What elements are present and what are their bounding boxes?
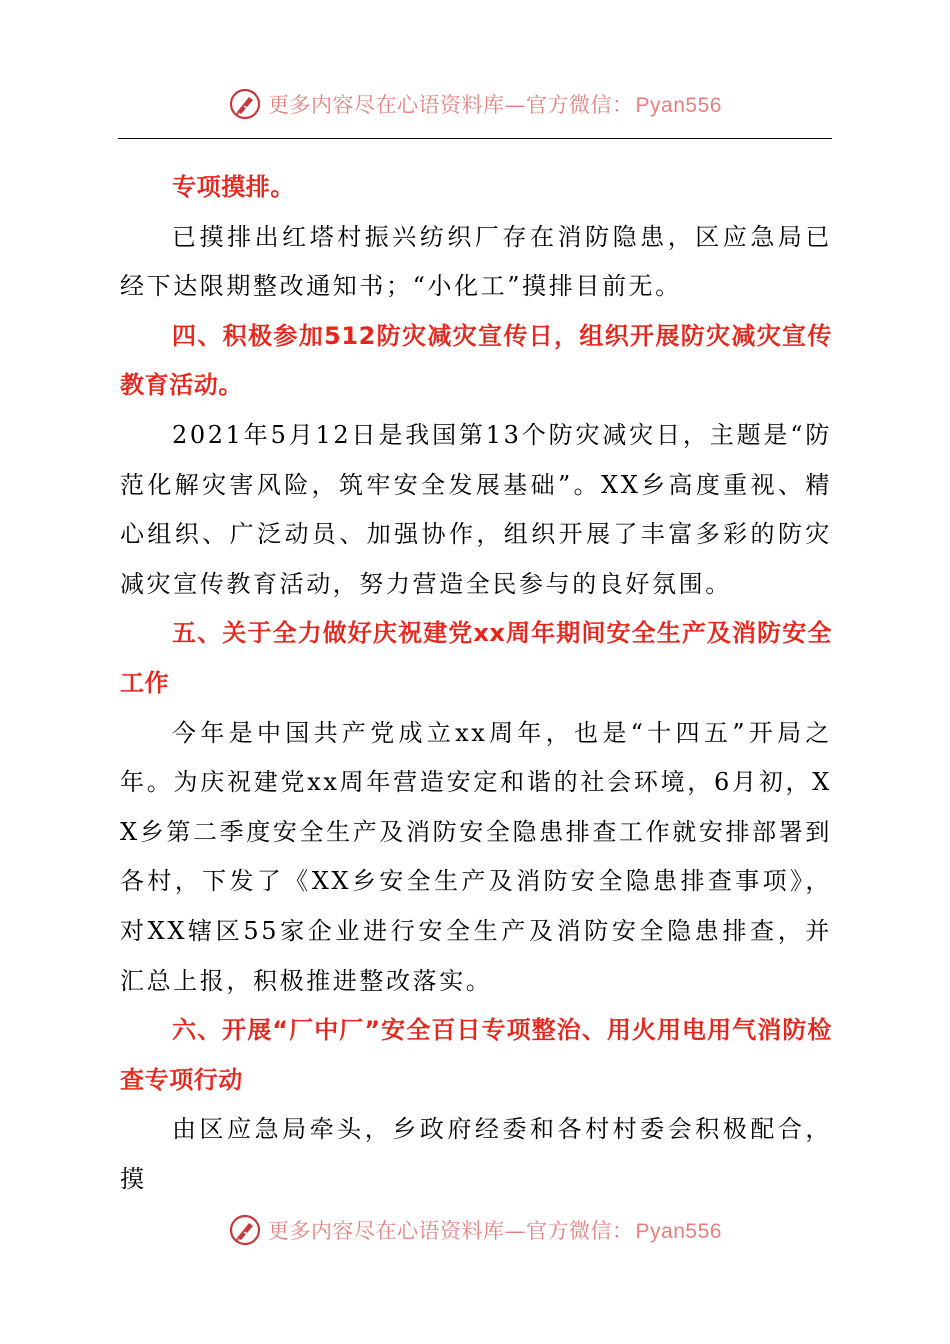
document-body: [120, 163, 832, 1204]
footer-banner-text: 更多内容尽在心语资料库—官方微信：Pyan556: [268, 1219, 722, 1243]
section-heading-6: 六、开展“厂中厂”安全百日专项整治、用火用电用气消防检查专项行动: [120, 1016, 832, 1094]
body-paragraph: 已摸排出红塔村振兴纺织厂存在消防隐患，区应急局已经下达限期整改通知书；“小化工”摸排目前无。: [120, 222, 832, 301]
footer-banner: [0, 1208, 950, 1252]
pen-nib-logo-icon: [228, 87, 262, 121]
section-heading-5: 五、关于全力做好庆祝建党xx周年期间安全生产及消防安全工作: [120, 619, 832, 697]
header-banner: [0, 82, 950, 126]
section-heading-continued: 专项摸排。: [172, 173, 295, 201]
body-paragraph: 今年是中国共产党成立xx周年，也是“十四五”开局之年。为庆祝建党xx周年营造安定和谐的社会环境，6月初，XX乡第二季度安全生产及消防安全隐患排查工作就安排部署到各村，下发了《XX乡安全生产及消防安全隐患排查事项》，对XX辖区55家企业进行安全生产及消防安全隐患排查，并汇总上报，积极推进整改落实。: [120, 718, 832, 995]
footer-wechat-id: Pyan556: [635, 1220, 722, 1243]
header-divider: [118, 138, 832, 139]
pen-nib-logo-icon: [228, 1213, 262, 1247]
header-banner-text: 更多内容尽在心语资料库—官方微信：Pyan556: [268, 93, 722, 117]
header-wechat-id: Pyan556: [635, 94, 722, 117]
body-paragraph: 由区应急局牵头，乡政府经委和各村村委会积极配合，摸: [120, 1115, 832, 1193]
body-paragraph: 2021年5月12日是我国第13个防灾减灾日，主题是“防范化解灾害风险，筑牢安全发展基础”。XX乡高度重视、精心组织、广泛动员、加强协作，组织开展了丰富多彩的防灾减灾宣传教育活动，努力营造全民参与的良好氛围。: [120, 420, 832, 598]
section-heading-4: 四、积极参加512防灾减灾宣传日，组织开展防灾减灾宣传教育活动。: [120, 321, 832, 400]
